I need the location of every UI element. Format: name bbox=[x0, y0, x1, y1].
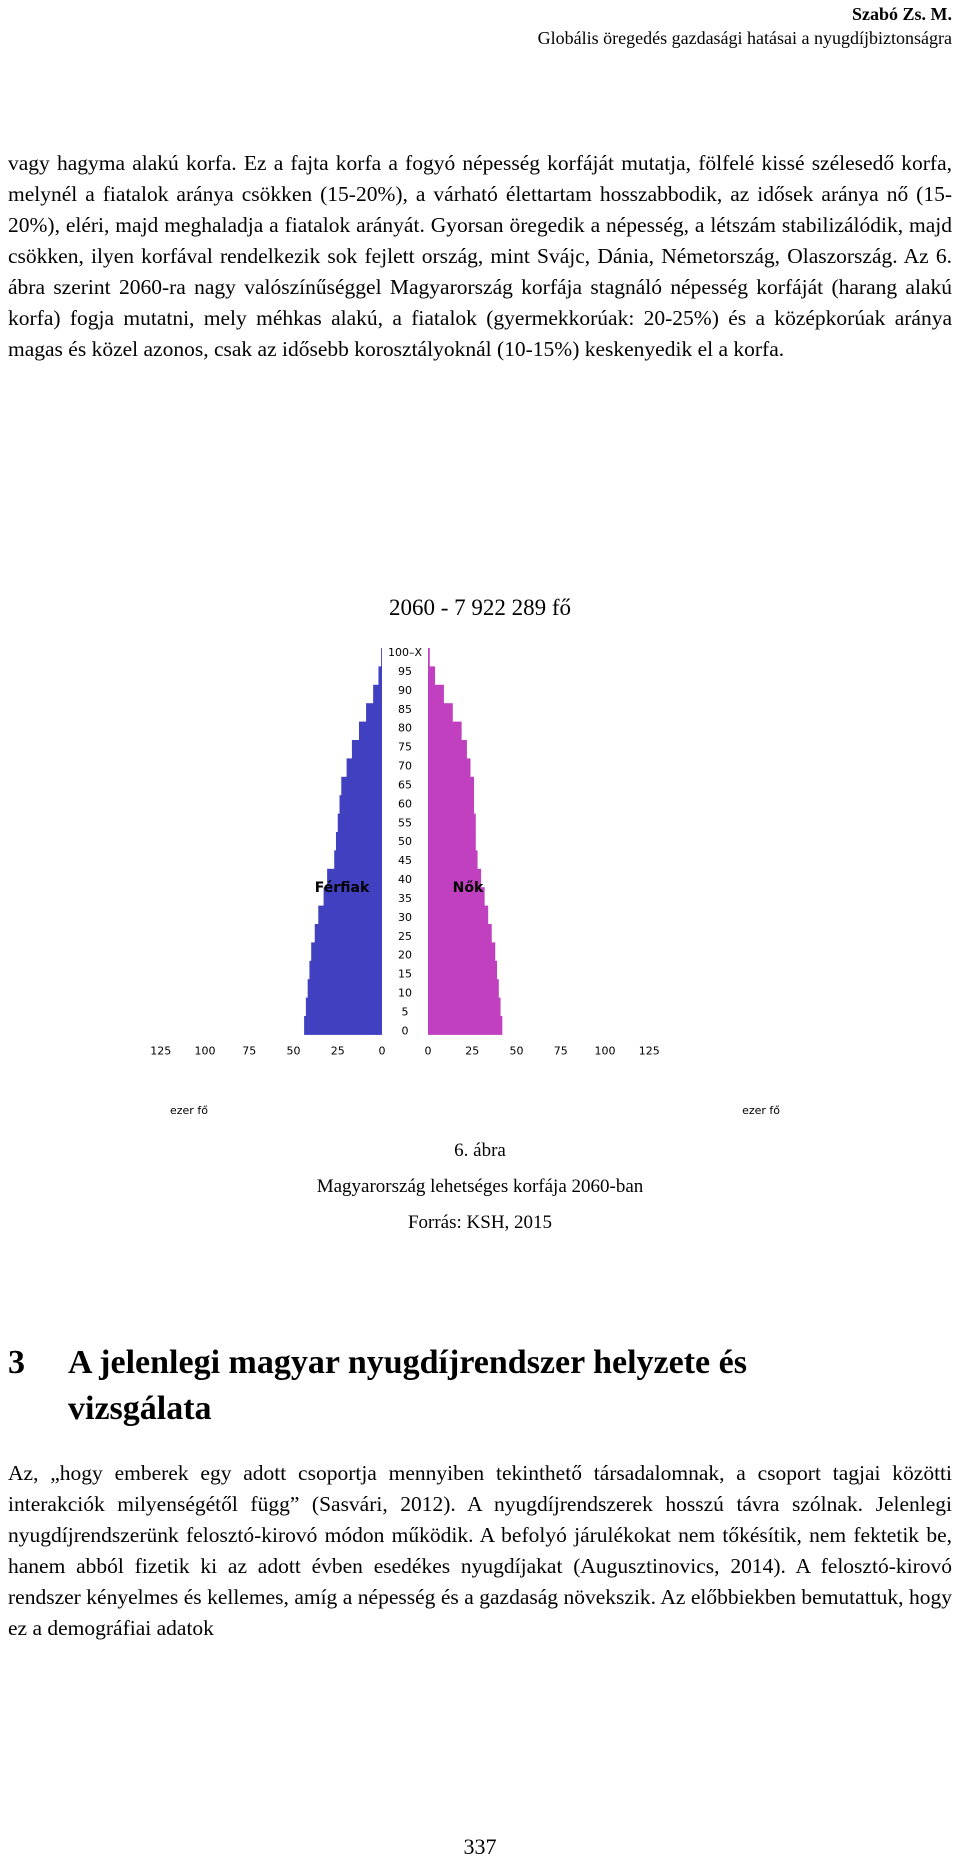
age-label: 65 bbox=[398, 778, 412, 792]
age-label: 75 bbox=[398, 740, 412, 754]
x-tick-label: 25 bbox=[465, 1044, 480, 1058]
age-label: 80 bbox=[398, 721, 412, 735]
age-label: 10 bbox=[398, 986, 412, 1000]
figure-number: 6. ábra bbox=[454, 1140, 506, 1161]
x-tick-label: 50 bbox=[509, 1044, 524, 1058]
male-bar-95-99 bbox=[378, 666, 382, 685]
male-bar-20-24 bbox=[311, 942, 382, 961]
age-label: 45 bbox=[398, 854, 412, 868]
male-bar-90-94 bbox=[373, 685, 382, 704]
female-bar-20-24 bbox=[428, 942, 495, 961]
body-paragraph-2: Az, „hogy emberek egy adott csoportja mennyiben tekinthető társadalomnak, a csoport tagjai közötti interakciók milyenségétől függ” (Sasvári, 2012). A nyugdíjrendszerek hosszú távra szólnak. Jelenlegi nyugdíjrendszerünk felosztó-kirovó módon működik. A befolyó járulékokat nem tőkésítik, nem fektetik be, hanem abból fizetik ki az adott évben esedékes nyugdíjakat (Augusztinovics, 2014). A felosztó-kirovó rendszer kényelmes és kellemes, amíg a népesség és a gazdaság növekszik. Az előbbiekben bemutattuk, hogy ez a demográfiai adatok bbox=[8, 1461, 952, 1640]
x-tick-label: 125 bbox=[150, 1044, 172, 1058]
female-bar-65-69 bbox=[428, 777, 474, 796]
age-label: 0 bbox=[401, 1024, 409, 1038]
age-label: 100–X bbox=[387, 646, 423, 659]
header-title: Globális öregedés gazdasági hatásai a nyugdíjbiztonságra bbox=[537, 28, 952, 48]
age-label: 90 bbox=[398, 683, 412, 697]
male-bar-5-9 bbox=[306, 998, 382, 1017]
series-label-women: Nők bbox=[452, 880, 484, 896]
x-tick-label: 0 bbox=[378, 1044, 386, 1058]
female-bar-85-89 bbox=[428, 703, 453, 722]
female-bar-75-79 bbox=[428, 740, 467, 759]
male-bar-50-54 bbox=[336, 832, 382, 851]
x-tick-label: 100 bbox=[594, 1044, 616, 1058]
x-tick-label: 100 bbox=[194, 1044, 216, 1058]
running-header bbox=[538, 2, 952, 50]
chart-title: 2060 - 7 922 289 fő bbox=[388, 595, 572, 620]
female-bar-95-99 bbox=[428, 666, 435, 685]
x-tick-label: 75 bbox=[553, 1044, 568, 1058]
female-bar-55-59 bbox=[428, 814, 476, 833]
female-bar-45-49 bbox=[428, 850, 478, 869]
age-label: 60 bbox=[398, 797, 412, 811]
female-bar-70-74 bbox=[428, 758, 470, 777]
x-axis-ticks bbox=[150, 1044, 660, 1057]
header-author: Szabó Zs. M. bbox=[851, 4, 952, 24]
age-label: 95 bbox=[398, 664, 412, 678]
female-bar-80-84 bbox=[428, 722, 462, 741]
page-number: 337 bbox=[463, 1834, 497, 1859]
male-bar-75-79 bbox=[352, 740, 382, 759]
series-label-men: Férfiak bbox=[314, 880, 370, 896]
age-label: 55 bbox=[398, 816, 412, 830]
x-unit-right: ezer fő bbox=[742, 1104, 780, 1117]
female-bar-10-14 bbox=[428, 979, 499, 998]
age-label: 40 bbox=[398, 873, 412, 887]
figure-source: Forrás: KSH, 2015 bbox=[407, 1212, 553, 1233]
male-bar-100-X bbox=[381, 648, 382, 667]
x-tick-label: 0 bbox=[424, 1044, 432, 1058]
age-label: 5 bbox=[401, 1005, 409, 1019]
male-bar-45-49 bbox=[334, 850, 382, 869]
male-bar-30-34 bbox=[318, 906, 382, 925]
section-title: A jelenlegi magyar nyugdíjrendszer helyzete és vizsgálata bbox=[68, 1344, 747, 1427]
age-label: 85 bbox=[398, 702, 412, 716]
female-bar-30-34 bbox=[428, 906, 488, 925]
x-unit-left: ezer fő bbox=[170, 1104, 208, 1117]
age-label: 15 bbox=[398, 967, 412, 981]
section-heading bbox=[8, 1340, 828, 1432]
male-bar-65-69 bbox=[341, 777, 382, 796]
female-bar-60-64 bbox=[428, 795, 474, 814]
age-label: 70 bbox=[398, 759, 412, 773]
male-bar-70-74 bbox=[347, 758, 382, 777]
x-tick-label: 25 bbox=[330, 1044, 345, 1058]
body-paragraph-1: vagy hagyma alakú korfa. Ez a fajta korfa a fogyó népesség korfáját mutatja, fölfelé kissé szélesedő korfa, melynél a fiatalok aránya csökken (15-20%), a várható élettartam hosszabbodik, az idősek aránya nő (15-20%), eléri, majd meghaladja a fiatalok arányát. Gyorsan öregedik a népesség, a létszám stabilizálódik, majd csökken, ilyen korfával rendelkezik sok fejlett ország, mint Svájc, Dánia, Németország, Olaszország. Az 6. ábra szerint 2060-ra nagy valószínűséggel Magyarország korfája stagnáló népesség korfáját (harang alakú korfa) fogja mutatni, mely méhkas alakú, a fiatalok (gyermekkorúak: 20-25%) és a középkorúak aránya magas és közel azonos, csak az idősebb korosztályoknál (10-15%) keskenyedik el a korfa. bbox=[8, 151, 952, 361]
male-bar-0-4 bbox=[304, 1016, 382, 1035]
age-label: 25 bbox=[398, 929, 412, 943]
male-bar-55-59 bbox=[338, 814, 382, 833]
age-label: 30 bbox=[398, 910, 412, 924]
male-bar-60-64 bbox=[340, 795, 382, 814]
female-bars bbox=[428, 648, 502, 1035]
x-tick-label: 125 bbox=[638, 1044, 660, 1058]
age-label: 50 bbox=[398, 835, 412, 849]
female-bar-90-94 bbox=[428, 685, 444, 704]
female-bar-0-4 bbox=[428, 1016, 502, 1035]
female-bar-50-54 bbox=[428, 832, 476, 851]
female-bar-100-X bbox=[428, 648, 430, 667]
x-tick-label: 50 bbox=[286, 1044, 301, 1058]
female-bar-5-9 bbox=[428, 998, 501, 1017]
male-bar-25-29 bbox=[315, 924, 382, 943]
male-bars bbox=[304, 648, 382, 1035]
figure-caption: Magyarország lehetséges korfája 2060-ban bbox=[316, 1176, 644, 1197]
population-pyramid-chart bbox=[150, 640, 790, 1130]
female-bar-25-29 bbox=[428, 924, 492, 943]
male-bar-85-89 bbox=[366, 703, 382, 722]
male-bar-15-19 bbox=[309, 961, 382, 980]
section-number: 3 bbox=[8, 1344, 25, 1381]
female-bar-15-19 bbox=[428, 961, 497, 980]
age-label: 35 bbox=[398, 891, 412, 905]
male-bar-80-84 bbox=[359, 722, 382, 741]
age-axis-labels bbox=[388, 646, 422, 1037]
age-label: 20 bbox=[398, 948, 412, 962]
male-bar-10-14 bbox=[308, 979, 382, 998]
x-tick-label: 75 bbox=[242, 1044, 257, 1058]
